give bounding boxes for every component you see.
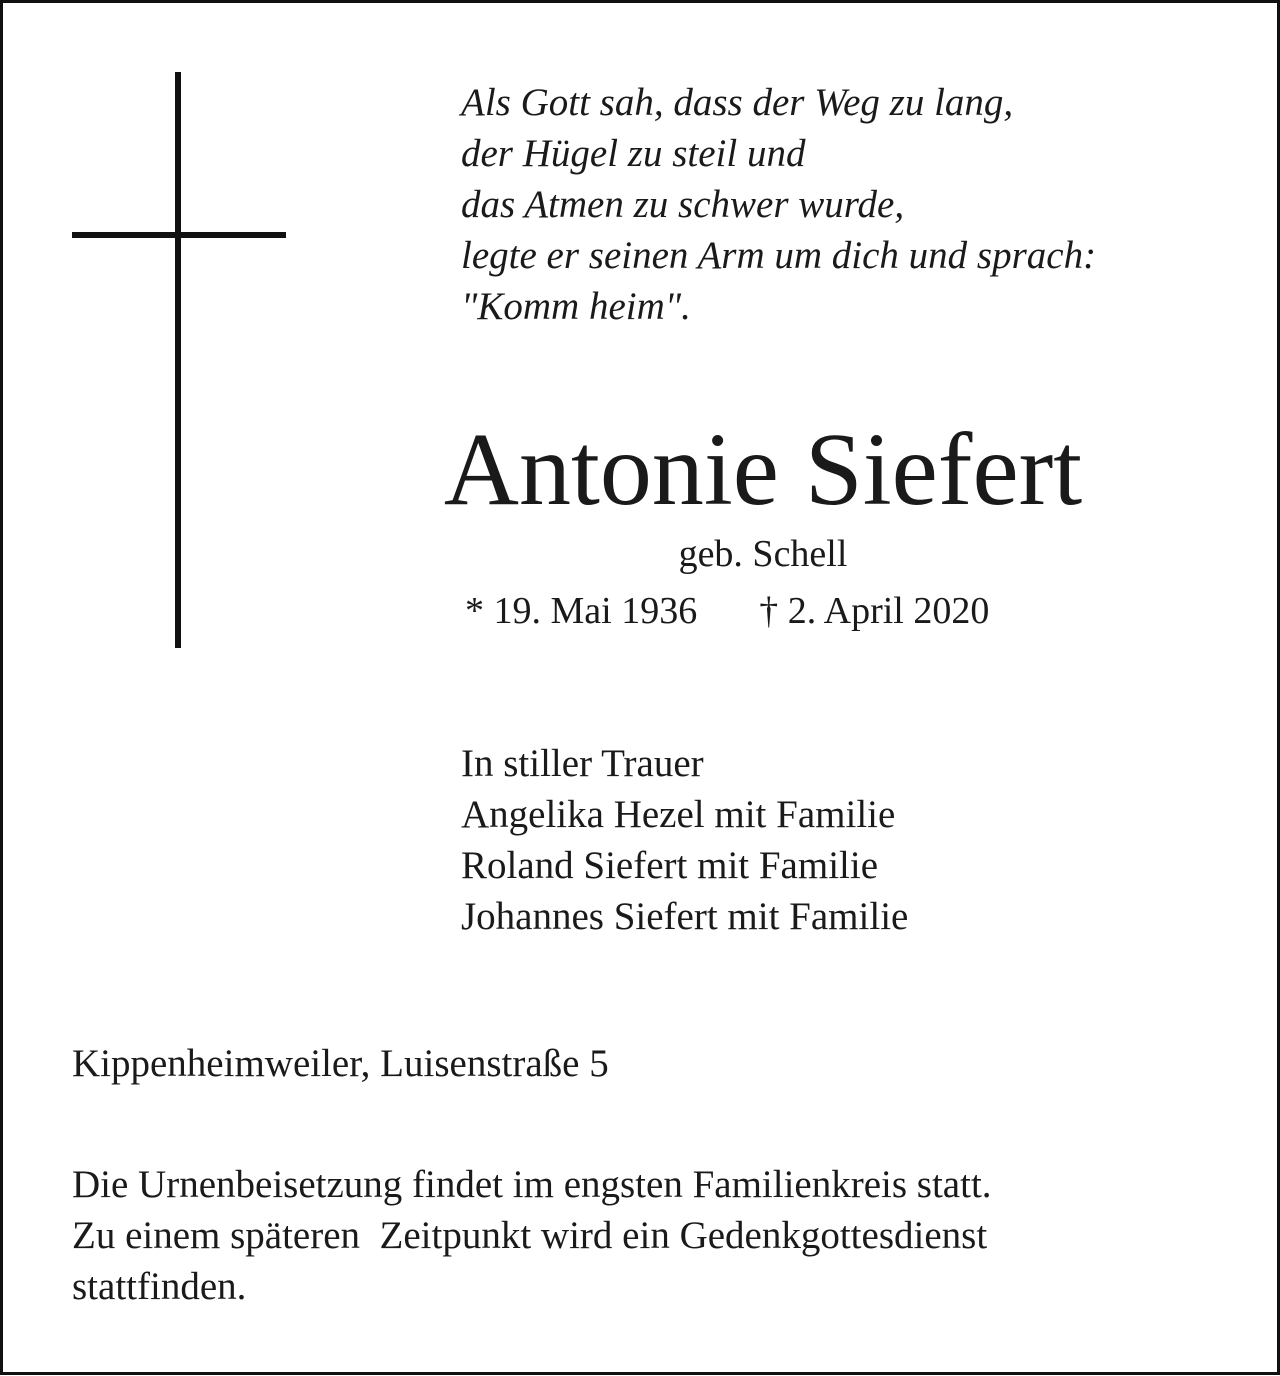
address: Kippenheimweiler, Luisenstraße 5 — [72, 1042, 609, 1085]
poem-line: das Atmen zu schwer wurde, — [461, 183, 905, 226]
birth-date: * 19. Mai 1936 — [465, 590, 698, 632]
poem-line: legte er seinen Arm um dich und sprach: — [461, 234, 1097, 277]
mourners — [461, 738, 908, 942]
poem-line: Als Gott sah, dass der Weg zu lang, — [461, 81, 1014, 124]
death-date: † 2. April 2020 — [759, 590, 990, 632]
poem-line: der Hügel zu steil und — [461, 132, 806, 175]
mourners-line: Johannes Siefert mit Familie — [461, 895, 909, 938]
mourners-line: Roland Siefert mit Familie — [461, 844, 879, 887]
notice-line: stattfinden. — [72, 1265, 247, 1308]
maiden-name: geb. Schell — [678, 533, 848, 575]
poem-line: "Komm heim". — [461, 285, 691, 328]
poem — [461, 77, 1241, 332]
life-dates — [465, 586, 989, 636]
cross-vertical-bar — [175, 72, 181, 648]
deceased-name: Antonie Siefert — [443, 412, 1083, 527]
mourners-line: Angelika Hezel mit Familie — [461, 793, 896, 836]
mourners-line: In stiller Trauer — [461, 742, 704, 785]
notice-line: Zu einem späteren Zeitpunkt wird ein Gedenkgottesdienst — [72, 1214, 988, 1257]
cross-horizontal-bar — [72, 232, 286, 238]
notice-line: Die Urnenbeisetzung findet im engsten Familienkreis statt. — [72, 1163, 992, 1206]
funeral-notice — [72, 1159, 1222, 1312]
